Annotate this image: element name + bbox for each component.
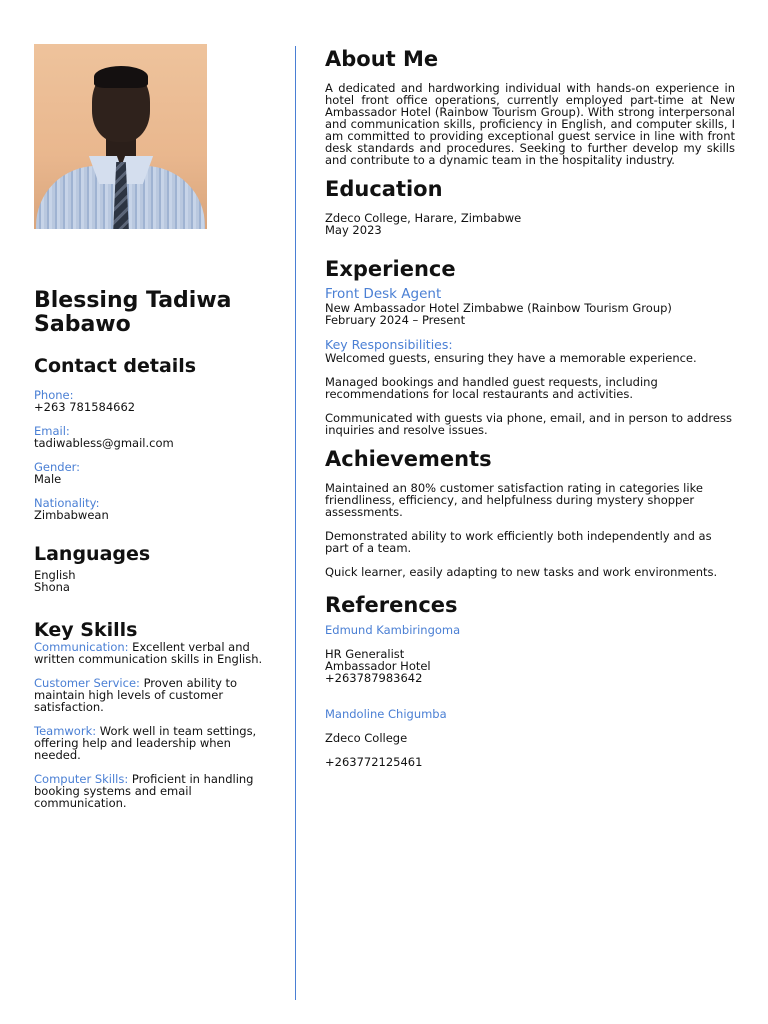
- responsibility-item: Managed bookings and handled guest requests, including recommendations for local restaurants and activities.: [325, 375, 658, 401]
- skill-item: Customer Service: Proven ability to maintain high levels of customer satisfaction.: [34, 676, 238, 714]
- skills-list: [34, 641, 274, 809]
- reference-org: Zdeco College: [325, 731, 408, 745]
- contact-nationality: Nationality: Zimbabwean: [34, 496, 109, 522]
- skill-item: Computer Skills: Proficient in handling booking systems and email communication.: [34, 772, 254, 810]
- skills-heading: Key Skills: [34, 619, 138, 641]
- reference-1: [325, 624, 735, 684]
- achievement-item: Maintained an 80% customer satisfaction rating in categories like friendliness, efficiency, and helpfulness during mystery shopper assessments.: [325, 481, 703, 519]
- languages-list: [34, 569, 274, 593]
- job-title: Front Desk Agent: [325, 286, 442, 302]
- about-heading: About Me: [325, 47, 439, 71]
- skill-item: Teamwork: Work well in team settings, offering help and leadership when needed.: [34, 724, 257, 762]
- reference-name: Mandoline Chigumba: [325, 707, 447, 721]
- reference-phone: +263787983642: [325, 671, 423, 685]
- skill-item: Communication: Excellent verbal and written communication skills in English.: [34, 640, 263, 666]
- contact-heading: Contact details: [34, 355, 197, 377]
- column-divider: [295, 46, 296, 1000]
- reference-2: [325, 708, 735, 768]
- education-heading: Education: [325, 177, 443, 201]
- education-school: Zdeco College, Harare, Zimbabwe: [325, 211, 522, 225]
- candidate-name: Blessing Tadiwa Sabawo: [34, 288, 232, 337]
- education-date: May 2023: [325, 223, 382, 237]
- contact-gender: Gender: Male: [34, 460, 81, 486]
- achievements-heading: Achievements: [325, 447, 492, 471]
- reference-role: HR Generalist: [325, 647, 405, 661]
- contact-phone: Phone: +263 781584662: [34, 388, 136, 414]
- responsibilities-heading: Key Responsibilities:: [325, 337, 453, 352]
- responsibility-item: Communicated with guests via phone, email, and in person to address inquiries and resolve issues.: [325, 411, 732, 437]
- language-item: English: [34, 568, 76, 582]
- contact-email: Email: tadiwabless@gmail.com: [34, 424, 174, 450]
- left-column: [34, 44, 274, 821]
- references-heading: References: [325, 593, 458, 617]
- about-text: A dedicated and hardworking individual with hands-on experience in hotel front office operations, currently employed part-time at New Ambassador Hotel (Rainbow Tourism Group). With strong interpersonal and communication skills, proficiency in English, and computer skills, I am committed to providing exceptional guest service in line with front desk standards and procedures. Seeking to further develop my skills and contribute to a dynamic team in the hospitality industry.: [325, 81, 735, 167]
- reference-org: Ambassador Hotel: [325, 659, 431, 673]
- job-employer: New Ambassador Hotel Zimbabwe (Rainbow Tourism Group): [325, 301, 672, 315]
- responsibility-item: Welcomed guests, ensuring they have a memorable experience.: [325, 351, 697, 365]
- contact-details: [34, 389, 274, 521]
- achievement-item: Demonstrated ability to work efficiently both independently and as part of a team.: [325, 529, 712, 555]
- achievement-item: Quick learner, easily adapting to new tasks and work environments.: [325, 565, 718, 579]
- job-dates: February 2024 – Present: [325, 313, 466, 327]
- reference-phone: +263772125461: [325, 755, 423, 769]
- language-item: Shona: [34, 580, 70, 594]
- experience-heading: Experience: [325, 257, 456, 281]
- languages-heading: Languages: [34, 543, 151, 565]
- reference-name: Edmund Kambiringoma: [325, 623, 461, 637]
- right-column: [325, 46, 735, 768]
- profile-photo: [34, 44, 207, 229]
